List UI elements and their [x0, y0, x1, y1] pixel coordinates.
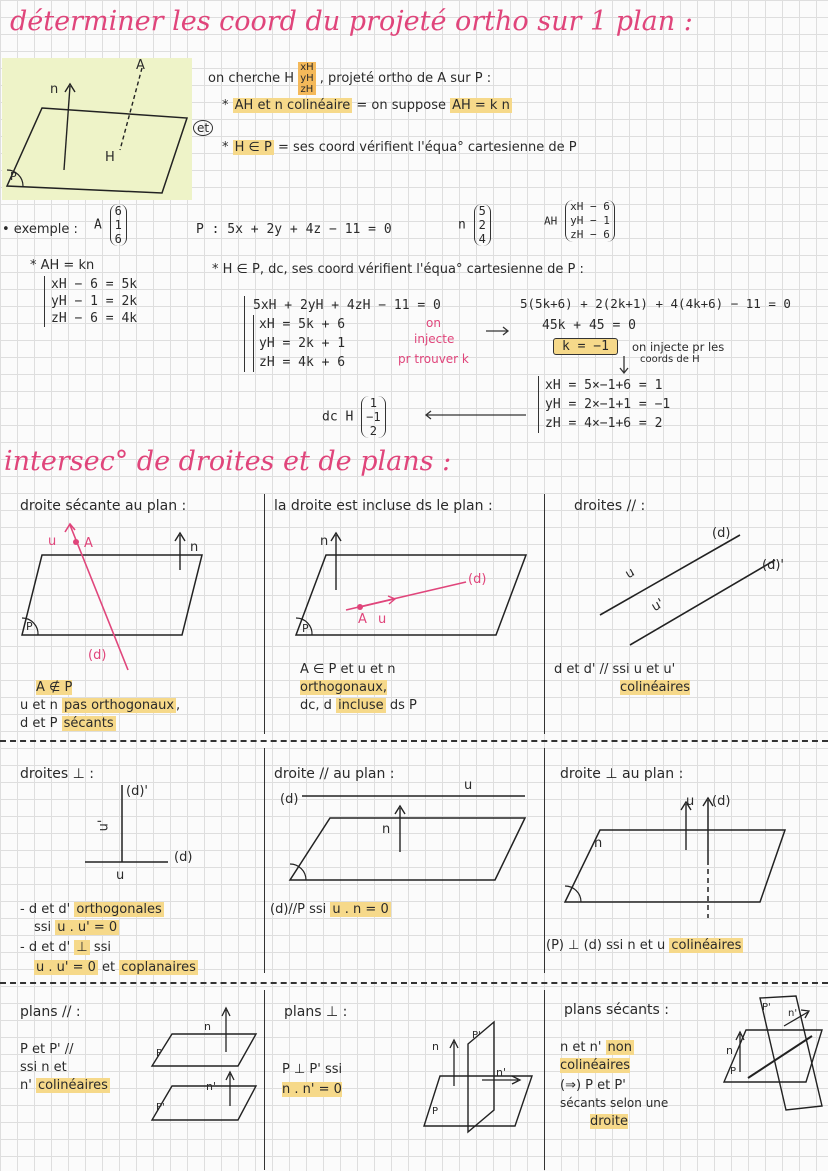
- fig1-label-H: H: [105, 150, 115, 165]
- c8-P: P: [432, 1106, 439, 1117]
- c4-u2: u': [96, 819, 112, 832]
- c9-P: P: [730, 1066, 737, 1077]
- c4-d2: (d)': [126, 784, 148, 799]
- example-sys3: xH = 5×−1+6 = 1 yH = 2×−1+1 = −1 zH = 4×−1+6 = 2: [538, 376, 670, 433]
- note-pr-trouver-k: pr trouver k: [398, 352, 469, 366]
- c1-t3: d et P sécants: [20, 716, 114, 731]
- example-result: dc H 1 −1 2: [322, 396, 386, 438]
- c8-title: plans ⊥ :: [284, 1004, 348, 1020]
- example-n: n 5 2 4: [458, 204, 491, 246]
- divider-v5: [264, 990, 265, 1170]
- c1-A: A: [84, 536, 93, 551]
- divider-h2: [0, 982, 828, 984]
- c1-t2: u et n pas orthogonaux ,: [20, 698, 181, 713]
- c1-u: u: [48, 534, 57, 549]
- h-vec-2: zH: [300, 84, 314, 95]
- c2-t2: orthogonaux,: [300, 680, 388, 695]
- c9-t2: colinéaires: [560, 1058, 630, 1073]
- c3-u: u: [622, 564, 638, 583]
- c9-n2: n': [788, 1008, 798, 1019]
- c8-n2: n': [496, 1066, 506, 1079]
- c1-t1: A ∉ P: [36, 680, 73, 695]
- c7-t3: n' colinéaires: [20, 1078, 108, 1093]
- header-et: et: [193, 120, 213, 136]
- c1-n: n: [190, 540, 199, 555]
- example-sys2: 5xH + 2yH + 4zH − 11 = 0 xH = 5k + 6 yH = 2k + 1 zH = 4k + 6: [244, 296, 441, 372]
- divider-v1: [264, 494, 265, 734]
- c4-d: (d): [174, 850, 193, 865]
- c7-t2: ssi n et: [20, 1060, 67, 1075]
- c6-n: n: [594, 836, 603, 851]
- c5-figure: [280, 790, 530, 890]
- c5-title: droite // au plan :: [274, 766, 395, 782]
- c2-figure: [276, 520, 536, 650]
- c6-t1: (P) ⊥ (d) ssi n et u colinéaires: [546, 938, 742, 953]
- c7-P: P: [156, 1048, 163, 1059]
- c3-title: droites // :: [574, 498, 646, 514]
- c6-u: u: [686, 794, 695, 809]
- header-line1: on cherche H xH yH zH , projeté ortho de A sur P :: [208, 62, 492, 95]
- c9-t3: (⇒) P et P': [560, 1078, 626, 1093]
- c2-n: n: [320, 534, 329, 549]
- divider-v2: [544, 494, 545, 734]
- c4-t1: - d et d' orthogonales: [20, 902, 162, 917]
- divider-v3: [264, 748, 265, 973]
- c8-t1: P ⊥ P' ssi: [282, 1062, 343, 1077]
- c2-P: P: [302, 622, 309, 635]
- c7-n2: n': [206, 1080, 216, 1093]
- c9-n: n: [726, 1044, 733, 1057]
- c7-P2: P': [156, 1102, 165, 1113]
- c3-u2: u': [649, 596, 667, 615]
- c1-title: droite sécante au plan :: [20, 498, 187, 514]
- example-AH: AH xH − 6 yH − 1 zH − 6: [544, 200, 615, 242]
- c9-t1: n et n' non: [560, 1040, 632, 1055]
- c9-P2: P': [762, 1002, 771, 1013]
- c5-d: (d): [280, 792, 299, 807]
- c6-figure: [560, 790, 790, 920]
- fig1-label-P: P: [10, 170, 17, 183]
- divider-v6: [544, 990, 545, 1170]
- c3-t1: d et d' // ssi u et u': [554, 662, 676, 677]
- c7-title: plans // :: [20, 1004, 81, 1020]
- example-eq3: k = −1: [553, 338, 618, 355]
- example-h-title: * H ∈ P, dc, ses coord vérifient l'équa° cartesienne de P :: [212, 262, 584, 277]
- example-sys1: xH − 6 = 5k yH − 1 = 2k zH − 6 = 4k: [44, 276, 137, 327]
- c4-t3: - d et d' ⊥ ssi: [20, 940, 112, 955]
- divider-v4: [544, 748, 545, 973]
- c4-title: droites ⊥ :: [20, 766, 94, 782]
- header-bullet1: * AH et n colinéaire = on suppose AH = k n: [222, 98, 510, 113]
- h-vec-1: yH: [300, 73, 314, 84]
- example-label: • exemple :: [2, 222, 78, 237]
- c6-title: droite ⊥ au plan :: [560, 766, 684, 782]
- note-inject-coords-1: on injecte pr les: [632, 340, 725, 354]
- c2-d: (d): [468, 572, 487, 587]
- section2-title: intersec° de droites et de plans :: [4, 446, 452, 477]
- c8-t2: n . n' = 0: [282, 1082, 342, 1097]
- arrow-left-1: [424, 410, 528, 420]
- arrow-right-1: [486, 326, 510, 336]
- c8-P2: P': [472, 1030, 481, 1041]
- c9-t5: droite: [590, 1114, 628, 1129]
- projection-figure-svg: [2, 58, 192, 200]
- c7-t1: P et P' //: [20, 1042, 74, 1057]
- c2-u: u: [378, 612, 387, 627]
- example-A: A 6 1 6: [94, 204, 127, 246]
- c4-t2: ssi u . u' = 0: [34, 920, 118, 935]
- example-plane: P : 5x + 2y + 4z − 11 = 0: [196, 222, 392, 237]
- note-on: on: [426, 316, 441, 330]
- c2-title: la droite est incluse ds le plan :: [274, 498, 493, 514]
- c1-d: (d): [88, 648, 107, 663]
- page-title: déterminer les coord du projeté ortho sur 1 plan :: [10, 6, 693, 37]
- divider-h1: [0, 740, 828, 742]
- fig1-label-A: A: [136, 58, 145, 73]
- c5-n: n: [382, 822, 391, 837]
- example-eq1: 5(5k+6) + 2(2k+1) + 4(4k+6) − 11 = 0: [520, 296, 791, 311]
- c5-u: u: [464, 778, 473, 793]
- example-eq2: 45k + 45 = 0: [542, 318, 636, 333]
- c4-t4: u . u' = 0 et coplanaires: [36, 960, 196, 975]
- c9-t4: sécants selon une: [560, 1096, 669, 1110]
- c4-u: u: [116, 868, 125, 883]
- c1-P: P: [26, 620, 33, 633]
- c3-figure: [590, 520, 820, 650]
- c2-A: A: [358, 612, 367, 627]
- c2-t3: dc, d incluse ds P: [300, 698, 417, 713]
- c5-t1: (d)//P ssi u . n = 0: [270, 902, 389, 917]
- c2-t1: A ∈ P et u et n: [300, 662, 396, 677]
- note-inject-coords-2: coords de H: [640, 354, 700, 365]
- arrow-down-1: [618, 356, 630, 376]
- header-bullet2: * H ∈ P = ses coord vérifient l'équa° cartesienne de P: [222, 140, 577, 155]
- c3-t2: colinéaires: [620, 680, 690, 695]
- fig1-label-n: n: [50, 82, 59, 97]
- note-injecte: injecte: [414, 332, 455, 346]
- c3-d: (d): [712, 526, 731, 541]
- c9-title: plans sécants :: [564, 1002, 669, 1018]
- c7-n: n: [204, 1020, 211, 1033]
- h-vec-0: xH: [300, 62, 314, 73]
- c6-d: (d): [712, 794, 731, 809]
- c3-d2: (d)': [762, 558, 784, 573]
- c8-n: n: [432, 1040, 439, 1053]
- example-col-title: * AH = kn: [30, 258, 95, 273]
